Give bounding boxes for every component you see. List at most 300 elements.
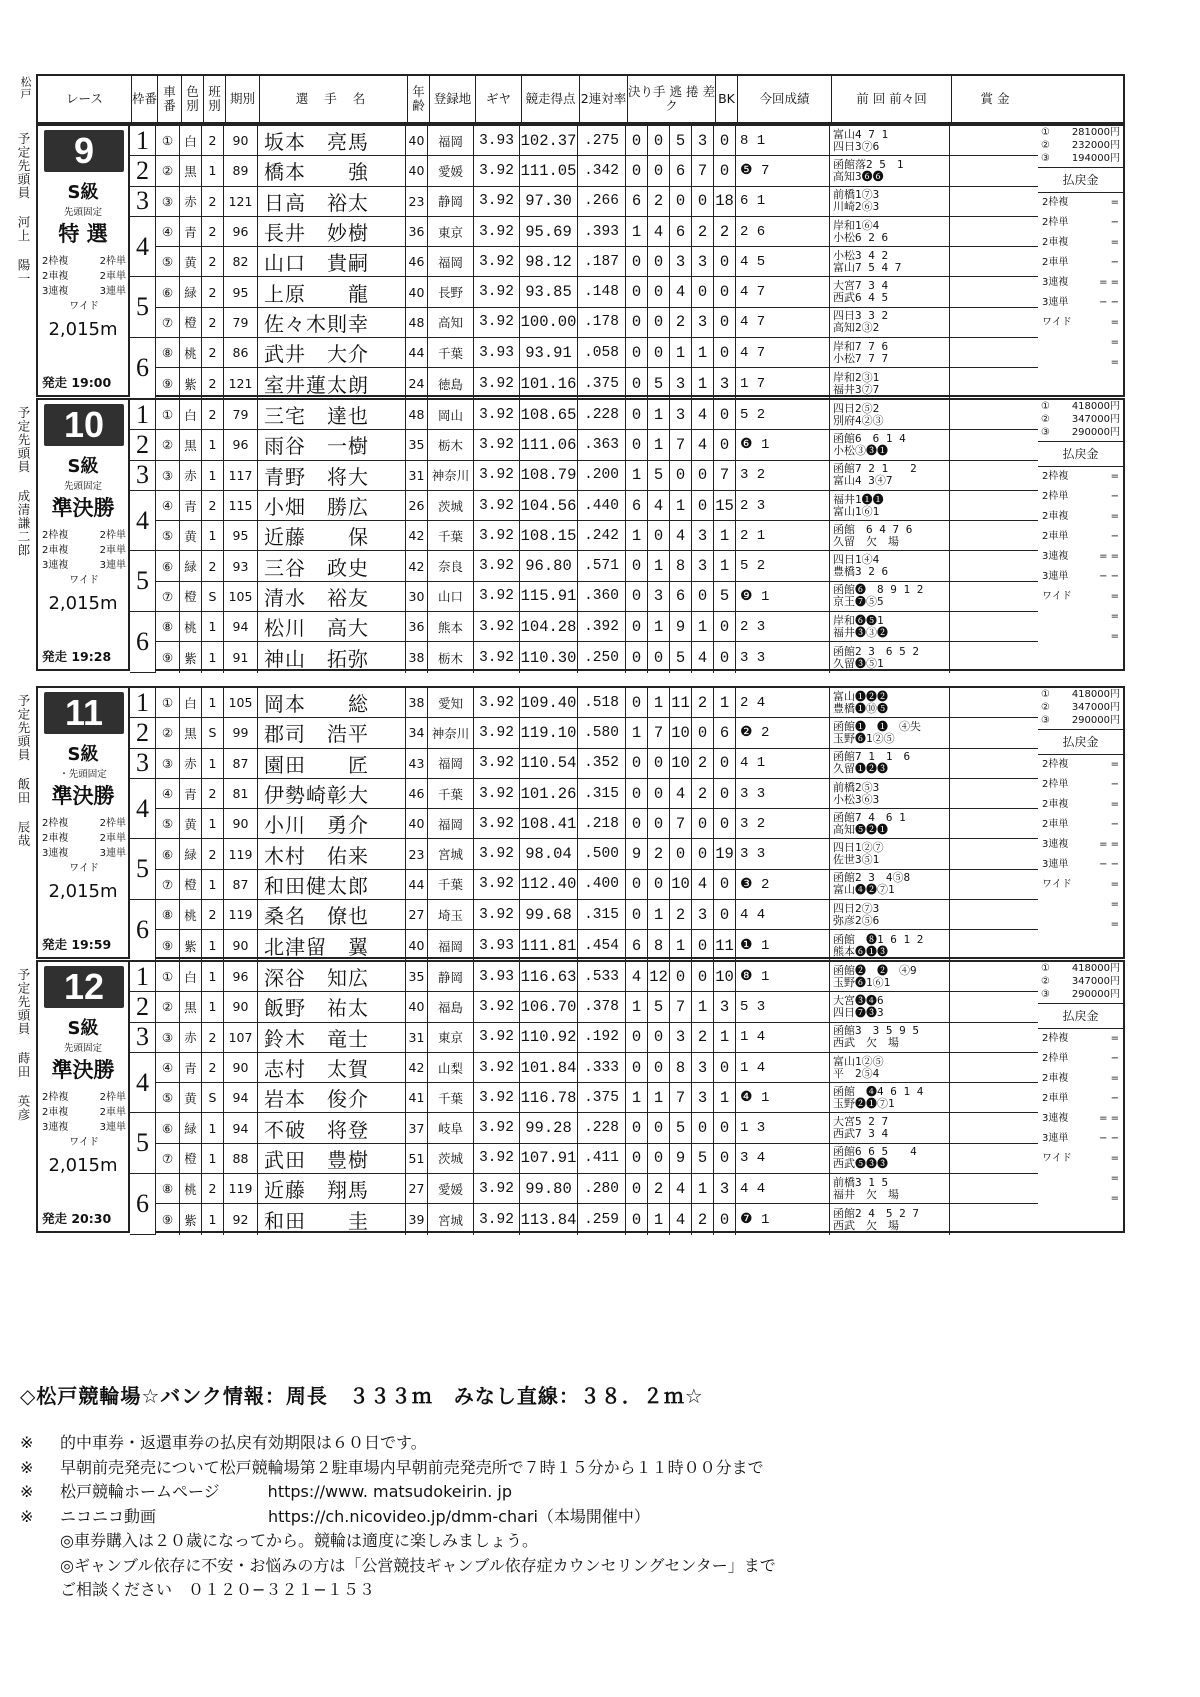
term: 96 — [224, 430, 258, 459]
prize-amount: 418000円 — [1071, 401, 1120, 412]
race-distance: 2,015m — [48, 319, 118, 340]
back-count: 0 — [714, 126, 736, 155]
rider-name: 北津留 翼 — [258, 930, 406, 960]
frame-number: 4 — [130, 217, 156, 278]
note-text: 松戸競輪ホームページ https://www. matsudokeirin. jp — [60, 1482, 513, 1501]
age: 37 — [406, 1113, 428, 1142]
car-number: ① — [156, 962, 180, 991]
class-group: 2 — [202, 126, 224, 155]
back-count: 1 — [714, 551, 736, 580]
payout-title: 払戻金 — [1038, 1003, 1123, 1029]
race-score: 104.28 — [520, 612, 578, 641]
header-cell: ギヤ — [476, 76, 522, 122]
back-count: 0 — [714, 430, 736, 459]
table-row — [130, 338, 1123, 368]
table-row — [130, 839, 1123, 869]
age: 46 — [406, 247, 428, 276]
place-rate: .242 — [578, 521, 626, 550]
previous-result-line: 高知2③2 — [833, 321, 880, 335]
table-row — [130, 1023, 1123, 1053]
age: 42 — [406, 1053, 428, 1082]
payout-line — [1042, 895, 1119, 915]
race-score: 101.16 — [520, 368, 578, 398]
win-makuri: 12 — [648, 962, 670, 991]
gear: 3.92 — [474, 551, 520, 580]
registration: 熊本 — [428, 612, 474, 641]
payout-type: 2車複 — [1042, 511, 1069, 522]
current-results: ❷ 2 — [736, 718, 830, 747]
table-row — [130, 187, 1123, 217]
previous-result-line: 函館 ❹4 6 1 4 — [833, 1084, 924, 1098]
win-makuri: 0 — [648, 809, 670, 838]
previous-results — [830, 1204, 950, 1234]
term: 90 — [224, 809, 258, 838]
previous-result-line: 岸和7 7 6 — [833, 339, 889, 353]
win-makuri: 0 — [648, 521, 670, 550]
race-score: 104.56 — [520, 491, 578, 520]
place-rate: .392 — [578, 612, 626, 641]
race-block — [16, 686, 1125, 960]
place-rate: .393 — [578, 217, 626, 246]
bet-type: 2枠単 — [99, 530, 126, 541]
payout-line — [1042, 755, 1119, 775]
win-mark: 0 — [692, 718, 714, 747]
race-type: 特 選 — [58, 222, 108, 246]
table-row — [130, 779, 1123, 809]
prize-cell — [950, 749, 1036, 778]
prize-cell — [950, 1053, 1036, 1082]
previous-result-line: 函館❷ ❷ ④9 — [833, 963, 917, 977]
race-score: 111.05 — [520, 156, 578, 185]
win-makuri: 1 — [648, 688, 670, 717]
win-sashi: 4 — [670, 1174, 692, 1203]
payout-mark: = — [1110, 919, 1119, 930]
bet-type: 3連単 — [99, 286, 126, 297]
age: 31 — [406, 1023, 428, 1052]
previous-results — [830, 870, 950, 899]
payout-mark: − — [1110, 779, 1119, 790]
win-sashi: 4 — [670, 779, 692, 808]
registration: 山口 — [428, 582, 474, 611]
start-time: 発走 20:30 — [42, 1210, 112, 1226]
rider-name: 橋本 強 — [258, 156, 406, 185]
term: 94 — [224, 1113, 258, 1142]
win-escape: 6 — [626, 930, 648, 960]
gear: 3.93 — [474, 930, 520, 960]
current-results: ❾ 1 — [736, 582, 830, 611]
back-count: 0 — [714, 400, 736, 429]
payout-line — [1042, 1169, 1119, 1189]
prize-line — [1038, 962, 1123, 975]
current-results: 2 3 — [736, 491, 830, 520]
class-group: 2 — [202, 1053, 224, 1082]
previous-results — [830, 187, 950, 216]
payout-list — [1038, 1029, 1123, 1209]
win-makuri: 2 — [648, 187, 670, 216]
car-number: ⑨ — [156, 642, 180, 672]
previous-result-line: 西武6 4 5 — [833, 291, 889, 305]
win-escape: 0 — [626, 551, 648, 580]
previous-results — [830, 1053, 950, 1082]
payout-mark: = — [1110, 631, 1119, 642]
registration: 千葉 — [428, 1083, 474, 1112]
previous-result-line: 函館2 4 5 2 7 — [833, 1206, 919, 1220]
place-rate: .259 — [578, 1204, 626, 1234]
previous-result-line: 函館7 2 1 2 — [833, 462, 917, 476]
payout-line — [1042, 333, 1119, 353]
win-mark: 3 — [692, 1083, 714, 1112]
place-rate: .192 — [578, 1023, 626, 1052]
term: 90 — [224, 992, 258, 1021]
bet-type: 3連複 — [42, 848, 69, 859]
previous-results — [830, 491, 950, 520]
race-score: 108.65 — [520, 400, 578, 429]
prize-amount: 290000円 — [1071, 427, 1120, 438]
payout-type: 2車単 — [1042, 819, 1069, 830]
table-row — [130, 400, 1123, 430]
win-sashi: 0 — [670, 839, 692, 868]
race-score: 108.79 — [520, 461, 578, 490]
win-mark: 3 — [692, 521, 714, 550]
current-results: 2 6 — [736, 217, 830, 246]
back-count: 0 — [714, 1204, 736, 1234]
previous-result-line: 函館7 1 1 6 — [833, 750, 911, 764]
back-count: 0 — [714, 870, 736, 899]
car-number: ④ — [156, 217, 180, 246]
current-results: 4 5 — [736, 247, 830, 276]
payout-list — [1038, 467, 1123, 647]
rider-name: 深谷 知広 — [258, 962, 406, 991]
header-cell: 今回成績 — [738, 76, 832, 122]
previous-result-line: 函館落2 5 1 — [833, 157, 904, 171]
payout-line — [1042, 293, 1119, 313]
previous-result-line: 福井3⑦7 — [833, 382, 880, 396]
win-escape: 9 — [626, 839, 648, 868]
win-sashi: 7 — [670, 1083, 692, 1112]
color: 白 — [180, 962, 202, 991]
win-escape: 1 — [626, 217, 648, 246]
win-escape: 1 — [626, 521, 648, 550]
win-escape: 0 — [626, 126, 648, 155]
table-row — [130, 491, 1123, 521]
car-number: ⑦ — [156, 582, 180, 611]
bet-type: 3連複 — [42, 286, 69, 297]
race-fixed-label: 先頭固定 — [63, 1043, 102, 1054]
registration: 福岡 — [428, 126, 474, 155]
win-makuri: 8 — [648, 930, 670, 960]
prize-amount: 290000円 — [1071, 715, 1120, 726]
rider-name: 小川 勇介 — [258, 809, 406, 838]
term: 119 — [224, 839, 258, 868]
win-makuri: 1 — [648, 900, 670, 929]
term: 121 — [224, 187, 258, 216]
age: 23 — [406, 839, 428, 868]
note-mark: ※ — [20, 1457, 34, 1477]
car-number: ② — [156, 156, 180, 185]
header-cell: 賞 金 — [980, 91, 1010, 106]
back-count: 0 — [714, 779, 736, 808]
car-number: ③ — [156, 461, 180, 490]
previous-results — [830, 642, 950, 672]
previous-results — [830, 900, 950, 929]
place-rate: .280 — [578, 1174, 626, 1203]
payout-type: ワイド — [1042, 317, 1072, 328]
prize-cell — [950, 1144, 1036, 1173]
age: 39 — [406, 1204, 428, 1234]
back-count: 0 — [714, 612, 736, 641]
gear: 3.92 — [474, 308, 520, 337]
rider-name: 神山 拓弥 — [258, 642, 406, 672]
color: 白 — [180, 688, 202, 717]
race-score: 119.10 — [520, 718, 578, 747]
previous-result-line: 四日❼❸3 — [833, 1005, 884, 1019]
bet-types — [42, 1090, 126, 1150]
car-number: ③ — [156, 187, 180, 216]
bet-type: 3連単 — [99, 848, 126, 859]
header-cell: 2連対率 — [580, 76, 628, 122]
color: 緑 — [180, 277, 202, 306]
payout-type: 3連単 — [1042, 859, 1069, 870]
back-count: 3 — [714, 1174, 736, 1203]
race-score: 93.91 — [520, 338, 578, 367]
age: 44 — [406, 338, 428, 367]
win-mark: 5 — [692, 1144, 714, 1173]
bet-type-row — [42, 1135, 126, 1150]
term: 87 — [224, 749, 258, 778]
place-rate: .500 — [578, 839, 626, 868]
header-cell: 登録地 — [430, 76, 476, 122]
gear: 3.92 — [474, 718, 520, 747]
car-number: ④ — [156, 779, 180, 808]
gear: 3.92 — [474, 521, 520, 550]
class-group: 2 — [202, 491, 224, 520]
class-group: S — [202, 718, 224, 747]
term: 95 — [224, 521, 258, 550]
win-mark: 2 — [692, 779, 714, 808]
current-results: 3 2 — [736, 461, 830, 490]
age: 36 — [406, 217, 428, 246]
frame-number: 3 — [130, 749, 156, 779]
prize-panel — [1038, 126, 1123, 395]
frame-number: 6 — [130, 612, 156, 673]
class-group: 2 — [202, 368, 224, 398]
payout-mark: = — [1110, 1153, 1119, 1164]
registration: 愛知 — [428, 688, 474, 717]
win-makuri: 3 — [648, 582, 670, 611]
place-rate: .518 — [578, 688, 626, 717]
table-row — [130, 461, 1123, 491]
class-group: 1 — [202, 1204, 224, 1234]
bet-type-row — [42, 861, 126, 876]
win-makuri: 1 — [648, 400, 670, 429]
previous-result-line: 四日1②⑦ — [833, 841, 884, 855]
table-row — [130, 368, 1123, 398]
table-row — [130, 156, 1123, 186]
previous-result-line: 小松3 4 2 — [833, 248, 889, 262]
class-group: 2 — [202, 277, 224, 306]
win-makuri: 7 — [648, 718, 670, 747]
payout-mark: = — [1110, 759, 1119, 770]
current-results: 3 4 — [736, 1144, 830, 1173]
payout-line — [1042, 507, 1119, 527]
age: 40 — [406, 126, 428, 155]
table-row — [130, 930, 1123, 960]
race-score: 106.70 — [520, 992, 578, 1021]
payout-list — [1038, 755, 1123, 935]
payout-title: 払戻金 — [1038, 167, 1123, 193]
color: 緑 — [180, 1113, 202, 1142]
previous-result-line: 京王❼⑤5 — [833, 595, 884, 609]
prize-amount: 347000円 — [1071, 414, 1120, 425]
win-escape: 6 — [626, 187, 648, 216]
back-count: 0 — [714, 247, 736, 276]
win-mark: 0 — [692, 1113, 714, 1142]
previous-result-line: 佐世3⑤1 — [833, 853, 880, 867]
term: 121 — [224, 368, 258, 398]
payout-type: 2枠単 — [1042, 1053, 1069, 1064]
previous-result-line: 函館3 3 5 9 5 — [833, 1024, 919, 1038]
bet-type-row — [42, 1105, 126, 1120]
prize-panel — [1038, 688, 1123, 957]
prize-line — [1038, 139, 1123, 152]
back-count: 1 — [714, 1023, 736, 1052]
win-sashi: 3 — [670, 1023, 692, 1052]
table-row — [130, 308, 1123, 338]
gear: 3.92 — [474, 400, 520, 429]
current-results: 3 2 — [736, 809, 830, 838]
previous-result-line: 函館❶ ❶ ④失 — [833, 719, 921, 733]
age: 38 — [406, 642, 428, 672]
prize-cell — [950, 368, 1036, 398]
race-score: 111.06 — [520, 430, 578, 459]
age: 38 — [406, 688, 428, 717]
rider-name: 雨谷 一樹 — [258, 430, 406, 459]
gear: 3.92 — [474, 368, 520, 398]
age: 41 — [406, 1083, 428, 1112]
bet-type: 2枠単 — [99, 1092, 126, 1103]
win-sashi: 4 — [670, 277, 692, 306]
win-makuri: 0 — [648, 308, 670, 337]
payout-line — [1042, 487, 1119, 507]
car-number: ⑨ — [156, 1204, 180, 1234]
car-number: ① — [156, 126, 180, 155]
win-makuri: 1 — [648, 1204, 670, 1234]
previous-results — [830, 1144, 950, 1173]
bet-type: ワイド — [69, 863, 99, 874]
age: 48 — [406, 400, 428, 429]
win-makuri: 0 — [648, 338, 670, 367]
win-makuri: 0 — [648, 156, 670, 185]
win-sashi: 5 — [670, 642, 692, 672]
frame-number: 6 — [130, 1174, 156, 1235]
class-group: 2 — [202, 400, 224, 429]
win-escape: 0 — [626, 642, 648, 672]
age: 48 — [406, 308, 428, 337]
previous-results — [830, 962, 950, 991]
back-count: 0 — [714, 338, 736, 367]
previous-result-line: 函館❻ 8 9 1 2 — [833, 583, 924, 597]
referee-label: 予定先頭員 飯田 辰哉 — [16, 694, 31, 848]
previous-result-line: 岸和2③1 — [833, 370, 880, 384]
place-rate: .533 — [578, 962, 626, 991]
prize-cell — [950, 900, 1036, 929]
payout-mark: − — [1110, 217, 1119, 228]
payout-type: 2車単 — [1042, 257, 1069, 268]
win-sashi: 6 — [670, 156, 692, 185]
previous-result-line: 四日2⑦3 — [833, 901, 880, 915]
payout-type: 2枠単 — [1042, 779, 1069, 790]
win-escape: 0 — [626, 900, 648, 929]
win-escape: 0 — [626, 1053, 648, 1082]
prize-amount: 290000円 — [1071, 989, 1120, 1000]
previous-result-line: 富山❹❷⑦1 — [833, 883, 895, 897]
class-group: 2 — [202, 217, 224, 246]
prize-rank: ② — [1041, 140, 1050, 151]
previous-result-line: 玉野❻1②⑤ — [833, 731, 895, 745]
payout-line — [1042, 567, 1119, 587]
table-row — [130, 870, 1123, 900]
table-row — [130, 247, 1123, 277]
prize-cell — [950, 809, 1036, 838]
payout-line — [1042, 273, 1119, 293]
previous-results — [830, 430, 950, 459]
win-mark: 1 — [692, 612, 714, 641]
registration: 茨城 — [428, 1144, 474, 1173]
previous-result-line: 富山7 5 4 7 — [833, 260, 902, 274]
back-count: 0 — [714, 1144, 736, 1173]
payout-mark: − − — [1099, 297, 1119, 308]
place-rate: .333 — [578, 1053, 626, 1082]
win-makuri: 1 — [648, 612, 670, 641]
frame-number: 2 — [130, 992, 156, 1022]
race-block — [16, 960, 1125, 1234]
note-mark — [20, 1554, 60, 1579]
place-rate: .571 — [578, 551, 626, 580]
win-makuri: 0 — [648, 779, 670, 808]
note-line — [20, 1480, 1170, 1505]
payout-title: 払戻金 — [1038, 729, 1123, 755]
table-row — [130, 126, 1123, 156]
prize-line — [1038, 975, 1123, 988]
registration: 高知 — [428, 308, 474, 337]
car-number: ⑨ — [156, 368, 180, 398]
prize-cell — [950, 870, 1036, 899]
registration: 埼玉 — [428, 900, 474, 929]
color: 青 — [180, 1053, 202, 1082]
win-escape: 0 — [626, 1023, 648, 1052]
prize-cell — [950, 277, 1036, 306]
age: 44 — [406, 870, 428, 899]
registration: 千葉 — [428, 779, 474, 808]
payout-type: 2枠複 — [1042, 197, 1069, 208]
previous-result-line: 函館 6 4 7 6 — [833, 522, 913, 536]
prize-cell — [950, 718, 1036, 747]
start-time: 発走 19:28 — [42, 648, 112, 664]
rider-name: 山口 貴嗣 — [258, 247, 406, 276]
prize-cell — [950, 1174, 1036, 1203]
rider-name: 飯野 祐太 — [258, 992, 406, 1021]
previous-result-line: 別府4②③ — [833, 413, 884, 427]
payout-mark: = — [1110, 197, 1119, 208]
payout-mark: − — [1110, 1093, 1119, 1104]
win-escape: 1 — [626, 1083, 648, 1112]
payout-line — [1042, 915, 1119, 935]
win-makuri: 0 — [648, 277, 670, 306]
place-rate: .275 — [578, 126, 626, 155]
gear: 3.93 — [474, 126, 520, 155]
win-makuri: 0 — [648, 1113, 670, 1142]
payout-line — [1042, 1129, 1119, 1149]
